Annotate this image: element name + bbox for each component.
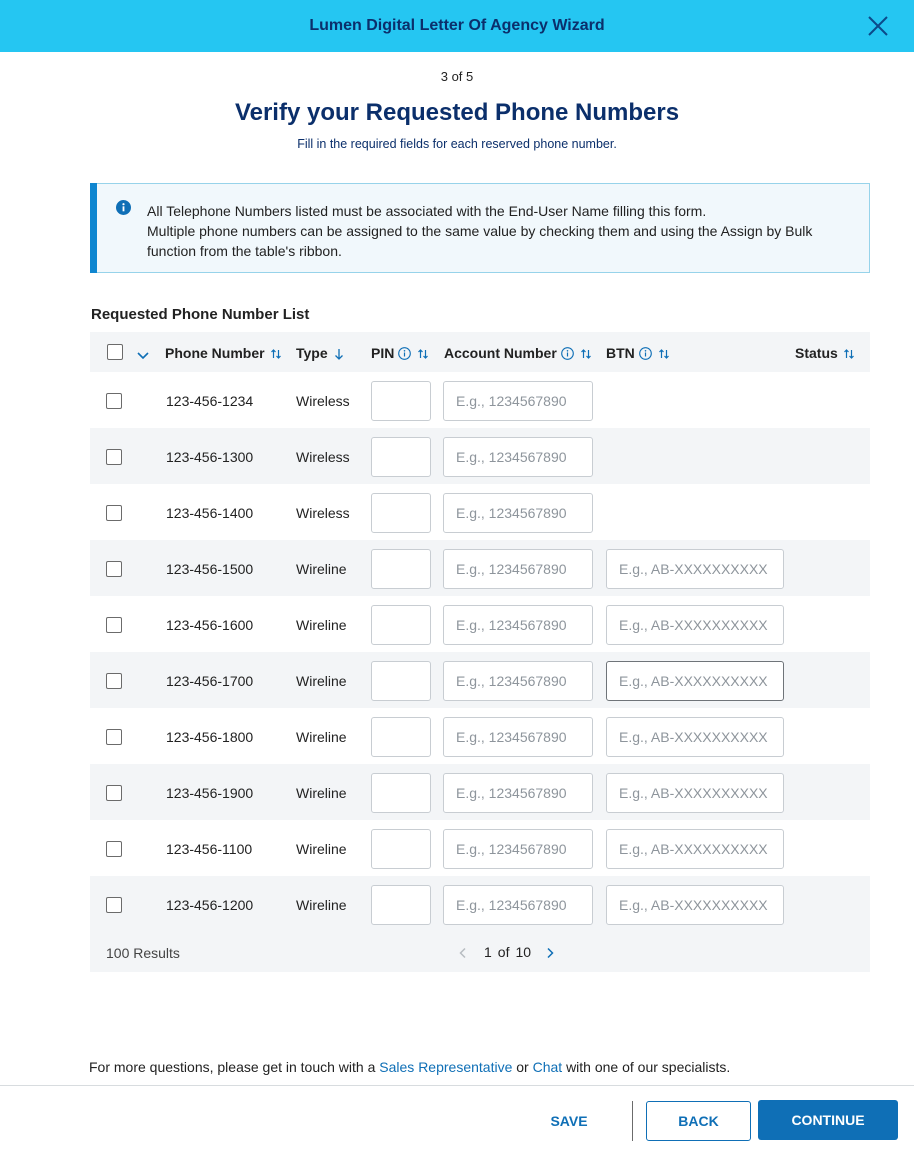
sales-representative-link[interactable]: Sales Representative — [379, 1059, 513, 1075]
pin-input[interactable] — [371, 829, 431, 869]
account-number-input[interactable] — [443, 549, 593, 589]
type-cell: Wireline — [296, 561, 347, 577]
contact-prefix: For more questions, please get in touch with a — [89, 1059, 376, 1075]
results-count: 100 Results — [106, 945, 180, 961]
page-total: 10 — [515, 944, 532, 960]
type-cell: Wireline — [296, 841, 347, 857]
phone-number-cell: 123-456-1100 — [166, 841, 253, 857]
info-circle-icon[interactable] — [398, 347, 411, 360]
contact-suffix: with one of our specialists. — [566, 1059, 731, 1075]
step-indicator: 3 of 5 — [440, 69, 474, 84]
list-title: Requested Phone Number List — [91, 306, 310, 323]
info-banner — [90, 183, 870, 273]
row-checkbox[interactable] — [106, 393, 122, 409]
account-number-input[interactable] — [443, 437, 593, 477]
account-number-input[interactable] — [443, 829, 593, 869]
page-current: 1 — [484, 944, 492, 960]
col-btn[interactable] — [606, 345, 670, 361]
footer-divider — [0, 1085, 914, 1086]
btn-input[interactable] — [606, 661, 784, 701]
chevron-right-icon[interactable] — [544, 946, 556, 958]
btn-input[interactable] — [606, 885, 784, 925]
sort-icon[interactable] — [270, 347, 282, 359]
pagination — [454, 944, 559, 960]
info-icon — [116, 200, 131, 215]
back-button[interactable]: BACK — [646, 1101, 751, 1141]
table-row — [90, 372, 870, 428]
info-circle-icon[interactable] — [561, 347, 574, 360]
type-cell: Wireline — [296, 729, 347, 745]
btn-input[interactable] — [606, 605, 784, 645]
table-row — [90, 876, 870, 932]
sort-down-icon[interactable] — [333, 347, 345, 359]
btn-input[interactable] — [606, 717, 784, 757]
table-row — [90, 820, 870, 876]
table-row — [90, 764, 870, 820]
pin-input[interactable] — [371, 717, 431, 757]
account-number-input[interactable] — [443, 661, 593, 701]
row-checkbox[interactable] — [106, 561, 122, 577]
col-account-number-label: Account Number — [444, 345, 557, 361]
account-number-input[interactable] — [443, 493, 593, 533]
table-row — [90, 708, 870, 764]
col-status[interactable] — [795, 345, 855, 361]
type-cell: Wireless — [296, 505, 350, 521]
wizard-header — [0, 0, 914, 52]
btn-input[interactable] — [606, 829, 784, 869]
account-number-input[interactable] — [443, 381, 593, 421]
row-checkbox[interactable] — [106, 673, 122, 689]
info-line-1: All Telephone Numbers listed must be associated with the End-User Name filling this form. — [147, 203, 707, 219]
row-checkbox[interactable] — [106, 617, 122, 633]
pin-input[interactable] — [371, 773, 431, 813]
col-phone-number-label: Phone Number — [165, 345, 265, 361]
save-button[interactable]: SAVE — [550, 1113, 588, 1129]
pin-input[interactable] — [371, 437, 431, 477]
row-checkbox[interactable] — [106, 449, 122, 465]
pin-input[interactable] — [371, 885, 431, 925]
info-circle-icon[interactable] — [639, 347, 652, 360]
table-row — [90, 428, 870, 484]
account-number-input[interactable] — [443, 717, 593, 757]
row-checkbox[interactable] — [106, 505, 122, 521]
phone-number-cell: 123-456-1700 — [166, 673, 254, 689]
page-title: Verify your Requested Phone Numbers — [234, 99, 680, 126]
contact-text — [89, 1059, 730, 1075]
contact-middle: or — [516, 1059, 529, 1075]
info-text — [147, 201, 847, 261]
phone-number-cell: 123-456-1600 — [166, 617, 254, 633]
info-line-2: Multiple phone numbers can be assigned to the same value by checking them and using the Assign by Bulk function from the table's ribbon. — [147, 223, 813, 259]
table-row — [90, 484, 870, 540]
phone-number-cell: 123-456-1200 — [166, 897, 254, 913]
col-pin[interactable] — [371, 345, 429, 361]
pin-input[interactable] — [371, 549, 431, 589]
col-btn-label: BTN — [606, 345, 635, 361]
col-type-label: Type — [296, 345, 328, 361]
table-row — [90, 540, 870, 596]
phone-number-cell: 123-456-1500 — [166, 561, 254, 577]
chevron-left-icon[interactable] — [457, 946, 469, 958]
col-type[interactable] — [296, 345, 345, 361]
col-pin-label: PIN — [371, 345, 395, 361]
continue-button[interactable]: CONTINUE — [758, 1100, 898, 1140]
pin-input[interactable] — [371, 381, 431, 421]
phone-number-cell: 123-456-1234 — [166, 393, 254, 409]
col-account-number[interactable] — [444, 345, 592, 361]
page-subtitle: Fill in the required fields for each reserved phone number. — [297, 137, 617, 151]
table-header — [90, 332, 870, 372]
pin-input[interactable] — [371, 661, 431, 701]
info-banner-accent — [90, 183, 97, 273]
phone-number-cell: 123-456-1400 — [166, 505, 254, 521]
page-of: of — [497, 944, 510, 960]
sort-icon[interactable] — [580, 347, 592, 359]
phone-number-cell: 123-456-1900 — [166, 785, 254, 801]
account-number-input[interactable] — [443, 885, 593, 925]
pin-input[interactable] — [371, 605, 431, 645]
phone-number-cell: 123-456-1800 — [166, 729, 254, 745]
phone-number-table — [90, 332, 870, 972]
row-checkbox[interactable] — [106, 729, 122, 745]
account-number-input[interactable] — [443, 773, 593, 813]
pin-input[interactable] — [371, 493, 431, 533]
sort-icon[interactable] — [658, 347, 670, 359]
row-checkbox[interactable] — [106, 897, 122, 913]
type-cell: Wireline — [296, 785, 347, 801]
row-checkbox[interactable] — [106, 841, 122, 857]
col-status-label: Status — [795, 345, 838, 361]
sort-icon[interactable] — [417, 347, 429, 359]
type-cell: Wireline — [296, 897, 347, 913]
chevron-down-icon[interactable] — [137, 348, 149, 358]
btn-input[interactable] — [606, 549, 784, 589]
chat-link[interactable]: Chat — [532, 1059, 563, 1075]
type-cell: Wireless — [296, 449, 350, 465]
col-phone-number[interactable] — [165, 345, 282, 361]
account-number-input[interactable] — [443, 605, 593, 645]
phone-number-cell: 123-456-1300 — [166, 449, 254, 465]
row-checkbox[interactable] — [106, 785, 122, 801]
btn-input[interactable] — [606, 773, 784, 813]
table-footer — [90, 932, 870, 972]
sort-icon[interactable] — [843, 347, 855, 359]
table-row — [90, 596, 870, 652]
type-cell: Wireline — [296, 617, 347, 633]
wizard-title: Lumen Digital Letter Of Agency Wizard — [309, 17, 605, 34]
type-cell: Wireline — [296, 673, 347, 689]
table-body — [90, 372, 870, 932]
type-cell: Wireless — [296, 393, 350, 409]
select-all-checkbox[interactable] — [107, 344, 123, 360]
table-row — [90, 652, 870, 708]
button-divider — [632, 1101, 633, 1141]
close-icon[interactable] — [866, 14, 890, 38]
